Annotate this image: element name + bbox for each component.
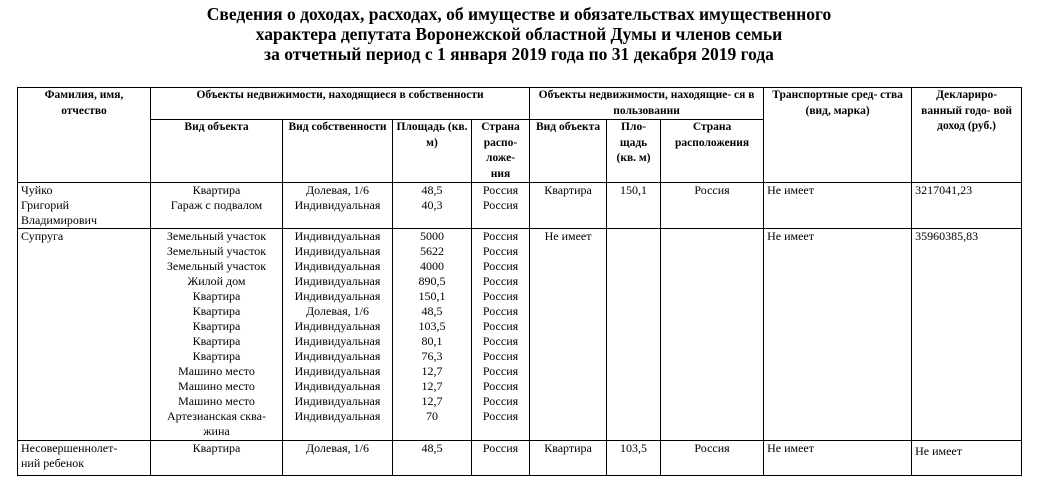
header-owned-area: Площадь (кв. м)	[393, 120, 472, 183]
owned-type: Квартира	[192, 289, 241, 303]
owned-area: 80,1	[421, 334, 443, 348]
income-cell	[912, 229, 1022, 441]
owned-country: Россия	[482, 304, 519, 318]
owned-ownership: Индивидуальная	[294, 334, 381, 348]
owned-area: 76,3	[421, 349, 443, 363]
owned-ownership: Индивидуальная	[294, 394, 381, 408]
owned-type: Земельный участок	[166, 229, 267, 243]
owned-type: Машино место	[178, 394, 255, 408]
transport-cell	[764, 229, 912, 441]
owned-area: 48,5	[421, 304, 443, 318]
owned-ownership: Индивидуальная	[294, 319, 381, 333]
table-row	[18, 441, 1022, 476]
owned-ownership: Индивидуальная	[294, 244, 381, 258]
owned-country: Россия	[482, 394, 519, 408]
income-value: Не имеет	[915, 444, 962, 458]
owned-ownership: Индивидуальная	[294, 198, 381, 212]
owned-type: жина	[203, 424, 230, 438]
owned-country	[475, 424, 526, 439]
owned-area: 12,7	[421, 394, 443, 408]
owned-type: Квартира	[192, 319, 241, 333]
person-name-line: ний ребенок	[21, 456, 85, 470]
table-row	[18, 183, 1022, 229]
owned-type: Квартира	[192, 334, 241, 348]
used-area-cell	[607, 441, 661, 476]
owned-area: 5622	[420, 244, 444, 258]
owned-area: 890,5	[418, 274, 446, 288]
owned-ownership: Индивидуальная	[294, 409, 381, 423]
owned-ownership: Индивидуальная	[294, 259, 381, 273]
used-country: Россия	[694, 183, 730, 197]
document-title	[0, 4, 1038, 64]
person-name	[18, 183, 151, 229]
person-name-line: Супруга	[21, 229, 64, 243]
used-area: 103,5	[620, 441, 648, 455]
owned-country: Россия	[482, 198, 519, 212]
owned-area	[396, 424, 468, 439]
title-line-3: за отчетный период с 1 января 2019 года по 31 декабря 2019 года	[264, 44, 774, 64]
owned-ownership-cell	[283, 229, 393, 441]
owned-type: Машино место	[178, 364, 255, 378]
owned-area: 70	[426, 409, 438, 423]
owned-ownership: Индивидуальная	[294, 379, 381, 393]
owned-type: Земельный участок	[166, 244, 267, 258]
owned-area: 103,5	[418, 319, 446, 333]
transport-value: Не имеет	[767, 229, 814, 243]
owned-country: Россия	[482, 319, 519, 333]
owned-country: Россия	[482, 349, 519, 363]
used-area: 150,1	[620, 183, 648, 197]
used-country-cell	[661, 229, 764, 441]
person-name	[18, 441, 151, 476]
owned-type: Квартира	[192, 183, 241, 197]
used-area-cell	[607, 183, 661, 229]
income-value: 3217041,23	[915, 183, 973, 197]
person-name-line: Чуйко	[21, 183, 53, 197]
header-transport: Транспортные сред- ства (вид, марка)	[764, 88, 912, 183]
transport-cell	[764, 183, 912, 229]
owned-type: Артезианская сква-	[167, 409, 266, 423]
owned-area: 4000	[420, 259, 444, 273]
used-type-cell	[530, 229, 607, 441]
header-used-group: Объекты недвижимости, находящие- ся в пользовании	[530, 88, 764, 120]
header-used-type: Вид объекта	[530, 120, 607, 183]
owned-area: 5000	[420, 229, 444, 243]
used-country-cell	[661, 441, 764, 476]
transport-cell	[764, 441, 912, 476]
owned-country: Россия	[482, 229, 519, 243]
person-name	[18, 229, 151, 441]
owned-type: Квартира	[192, 304, 241, 318]
used-country: Россия	[694, 441, 730, 455]
owned-area: 12,7	[421, 379, 443, 393]
used-type-cell	[530, 183, 607, 229]
used-area-cell	[607, 229, 661, 441]
income-value: 35960385,83	[915, 229, 979, 243]
table-row	[18, 229, 1022, 441]
owned-ownership: Индивидуальная	[294, 274, 381, 288]
owned-country-cell	[472, 229, 530, 441]
person-name-line: Владимирович	[21, 213, 97, 227]
owned-area: 150,1	[418, 289, 446, 303]
owned-area-cell	[393, 229, 472, 441]
transport-value: Не имеет	[767, 183, 814, 197]
owned-area: 40,3	[421, 198, 443, 212]
owned-country: Россия	[482, 244, 519, 258]
owned-area-cell	[393, 441, 472, 476]
declaration-table	[17, 87, 1022, 476]
owned-type: Земельный участок	[166, 259, 267, 273]
income-cell	[912, 183, 1022, 229]
owned-type: Квартира	[192, 441, 241, 455]
owned-country-cell	[472, 441, 530, 476]
owned-ownership: Индивидуальная	[294, 349, 381, 363]
used-country-cell	[661, 183, 764, 229]
owned-area: 12,7	[421, 364, 443, 378]
owned-type-cell	[151, 229, 283, 441]
transport-value: Не имеет	[767, 441, 814, 455]
header-income: Деклариро- ванный годо- вой доход (руб.)	[912, 88, 1022, 183]
used-type: Квартира	[544, 441, 592, 455]
owned-type-cell	[151, 183, 283, 229]
owned-type-cell	[151, 441, 283, 476]
owned-ownership: Индивидуальная	[294, 364, 381, 378]
owned-country: Россия	[482, 274, 519, 288]
owned-type: Квартира	[192, 349, 241, 363]
title-line-1: Сведения о доходах, расходах, об имуществе и обязательствах имущественного	[206, 4, 832, 24]
header-name: Фамилия, имя, отчество	[18, 88, 151, 183]
owned-ownership: Долевая, 1/6	[305, 441, 370, 455]
owned-area: 48,5	[421, 183, 443, 197]
person-name-line: Несовершеннолет-	[21, 441, 118, 455]
owned-country-cell	[472, 183, 530, 229]
owned-ownership-cell	[283, 183, 393, 229]
owned-country: Россия	[482, 409, 519, 423]
owned-area-cell	[393, 183, 472, 229]
owned-ownership: Долевая, 1/6	[305, 183, 370, 197]
owned-type: Жилой дом	[187, 274, 246, 288]
owned-ownership: Индивидуальная	[294, 229, 381, 243]
owned-country: Россия	[482, 334, 519, 348]
owned-ownership	[286, 424, 389, 439]
header-owned-type: Вид объекта	[151, 120, 283, 183]
title-line-2: характера депутата Воронежской областной Думы и членов семьи	[255, 24, 783, 44]
owned-ownership: Долевая, 1/6	[305, 304, 370, 318]
owned-type: Гараж с подвалом	[170, 198, 263, 212]
owned-country: Россия	[482, 289, 519, 303]
owned-country: Россия	[482, 379, 519, 393]
owned-ownership: Индивидуальная	[294, 289, 381, 303]
used-type-cell	[530, 441, 607, 476]
owned-type: Машино место	[178, 379, 255, 393]
header-used-area: Пло- щадь (кв. м)	[607, 120, 661, 183]
header-owned-country: Страна распо- ложе- ния	[472, 120, 530, 183]
header-owned-ownership: Вид собственности	[283, 120, 393, 183]
owned-country: Россия	[482, 364, 519, 378]
owned-country: Россия	[482, 183, 519, 197]
header-used-country: Страна расположения	[661, 120, 764, 183]
income-cell	[912, 441, 1022, 476]
person-name-line: Григорий	[21, 198, 70, 212]
used-type: Квартира	[544, 183, 592, 197]
owned-ownership-cell	[283, 441, 393, 476]
owned-country: Россия	[482, 259, 519, 273]
used-type: Не имеет	[544, 229, 592, 243]
owned-country: Россия	[482, 441, 519, 455]
header-owned-group: Объекты недвижимости, находящиеся в собственности	[151, 88, 530, 120]
owned-area: 48,5	[421, 441, 443, 455]
